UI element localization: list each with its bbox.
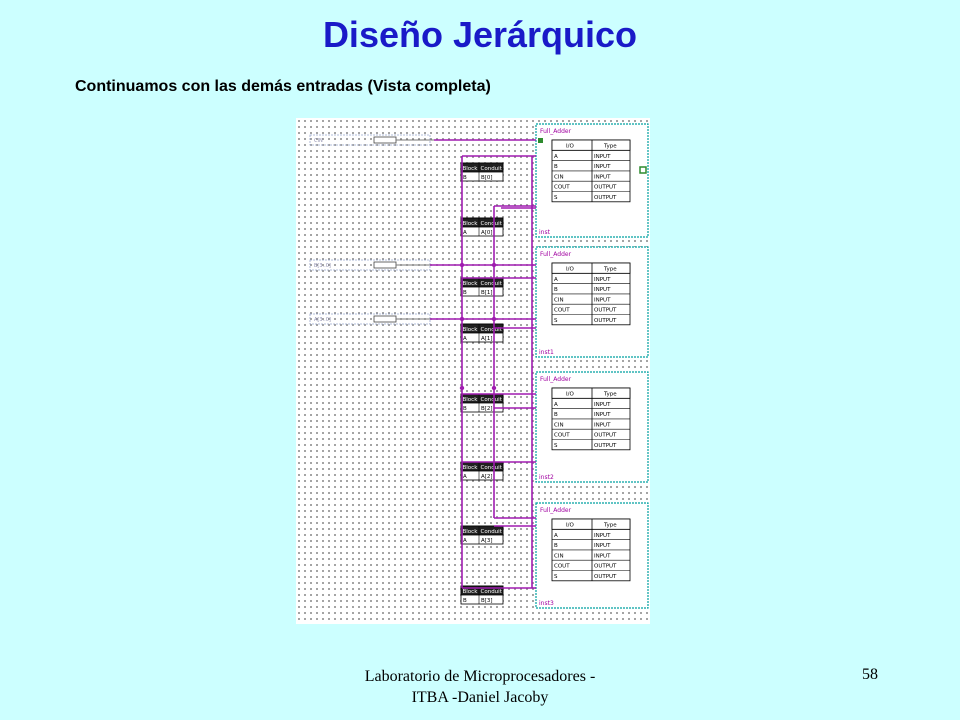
conduit-cell-block: B [463, 290, 467, 296]
io-cell-name: CIN [554, 297, 564, 304]
conduit-cell-conduit: B[3] [481, 598, 493, 604]
block-name: Full_Adder [540, 251, 572, 258]
io-cell-name: COUT [554, 184, 570, 191]
conduit-header-block: Block [462, 221, 478, 227]
conduit-header-block: Block [462, 166, 478, 172]
conduit-cell-conduit: A[3] [481, 538, 493, 544]
instance-name: inst2 [539, 474, 554, 481]
io-cell-type: OUTPUT [594, 574, 617, 580]
io-table-header [552, 140, 630, 150]
io-cell-name: S [554, 318, 558, 324]
wire-junction [492, 317, 496, 321]
io-header-io: I/O [566, 391, 574, 398]
pin-body [374, 316, 396, 322]
conduit-table [461, 324, 503, 342]
io-cell-name: CIN [554, 174, 564, 181]
io-header-io: I/O [566, 266, 574, 273]
conduit-header-conduit: Conduit [480, 281, 502, 287]
instance-name: inst [539, 229, 550, 236]
io-cell-name: B [554, 412, 558, 419]
conduit-cell-block: A [463, 230, 467, 236]
input-port-marker [538, 138, 543, 143]
io-cell-name: A [554, 276, 558, 283]
instance-name: inst3 [539, 600, 554, 607]
io-header-io: I/O [566, 522, 574, 529]
conduit-table [461, 163, 503, 181]
io-cell-type: INPUT [594, 287, 611, 294]
conduit-cell-conduit: A[0] [481, 230, 493, 236]
conduit-header-block: Block [462, 529, 478, 535]
instance-name: inst1 [539, 349, 554, 356]
io-table-header [552, 263, 630, 273]
wire-junction [460, 317, 464, 321]
io-cell-type: INPUT [594, 401, 611, 408]
io-cell-name: A [554, 153, 558, 160]
output-pin-marker [640, 167, 646, 173]
block-name: Full_Adder [540, 128, 572, 135]
io-cell-name: S [554, 443, 558, 449]
page-number: 58 [862, 666, 878, 683]
io-cell-name: A [554, 532, 558, 539]
conduit-table [461, 394, 503, 412]
slide-title: Diseño Jerárquico [322, 14, 638, 55]
full-adder-block [536, 503, 648, 608]
conduit-table [461, 218, 503, 236]
pin-label: A[3..0] [314, 317, 331, 323]
wire-junction [492, 263, 496, 267]
conduit-cell-conduit: B[2] [481, 406, 493, 412]
wire-junction [492, 386, 496, 390]
conduit-cell-block: B [463, 175, 467, 181]
io-cell-name: B [554, 543, 558, 550]
pin-label: CIN [314, 138, 323, 144]
io-cell-type: INPUT [594, 412, 611, 419]
io-cell-name: CIN [554, 553, 564, 560]
conduit-header-block: Block [462, 397, 478, 403]
full-adder-block [536, 124, 648, 237]
io-header-io: I/O [566, 143, 574, 150]
wire-junction [460, 263, 464, 267]
conduit-cell-block: B [463, 598, 467, 604]
input-pin [310, 314, 434, 324]
conduit-header-block: Block [462, 465, 478, 471]
input-pin [310, 135, 434, 145]
io-cell-type: OUTPUT [594, 432, 617, 439]
slide-subtitle: Continuamos con las demás entradas (Vista completa) [75, 78, 491, 95]
io-cell-name: S [554, 195, 558, 201]
schematic-view [296, 118, 650, 624]
io-table-header [552, 519, 630, 529]
io-cell-type: INPUT [594, 276, 611, 283]
io-cell-name: B [554, 164, 558, 171]
conduit-cell-block: A [463, 474, 467, 480]
io-cell-type: OUTPUT [594, 307, 617, 314]
io-cell-type: OUTPUT [594, 195, 617, 201]
io-cell-type: INPUT [594, 543, 611, 550]
conduit-cell-block: A [463, 538, 467, 544]
conduit-header-conduit: Conduit [480, 397, 502, 403]
conduit-header-block: Block [462, 589, 478, 595]
io-cell-type: INPUT [594, 553, 611, 560]
conduit-cell-conduit: B[1] [481, 290, 493, 296]
conduit-header-conduit: Conduit [480, 327, 502, 333]
io-cell-type: OUTPUT [594, 184, 617, 191]
conduit-header-block: Block [462, 281, 478, 287]
io-cell-type: INPUT [594, 153, 611, 160]
io-header-type: Type [604, 391, 617, 398]
io-cell-type: INPUT [594, 174, 611, 181]
pin-body [374, 262, 396, 268]
input-pin [310, 260, 434, 270]
io-cell-type: INPUT [594, 532, 611, 539]
io-cell-name: B [554, 287, 558, 294]
io-table-header [552, 388, 630, 398]
pin-body [374, 137, 396, 143]
conduit-cell-block: B [463, 406, 467, 412]
io-cell-type: INPUT [594, 297, 611, 304]
io-cell-name: COUT [554, 432, 570, 439]
conduit-cell-conduit: A[2] [481, 474, 493, 480]
conduit-header-conduit: Conduit [480, 465, 502, 471]
io-cell-name: CIN [554, 422, 564, 429]
pin-label: B[3..0] [314, 263, 331, 269]
conduit-cell-conduit: A[1] [481, 336, 493, 342]
conduit-table [461, 278, 503, 296]
io-cell-name: A [554, 401, 558, 408]
schematic-diagram [296, 118, 650, 624]
conduit-table [461, 462, 503, 480]
io-cell-type: OUTPUT [594, 318, 617, 324]
conduit-header-conduit: Conduit [480, 529, 502, 535]
io-cell-type: INPUT [594, 164, 611, 171]
io-cell-type: OUTPUT [594, 443, 617, 449]
conduit-header-block: Block [462, 327, 478, 333]
footer-line-2: ITBA -Daniel Jacoby [411, 689, 549, 706]
block-name: Full_Adder [540, 376, 572, 383]
io-header-type: Type [604, 522, 617, 529]
conduit-cell-conduit: B[0] [481, 175, 493, 181]
conduit-header-conduit: Conduit [480, 221, 502, 227]
wire-junction [460, 386, 464, 390]
footer [330, 666, 630, 708]
io-cell-type: OUTPUT [594, 563, 617, 570]
io-cell-name: S [554, 574, 558, 580]
conduit-header-conduit: Conduit [480, 589, 502, 595]
footer-line-1: Laboratorio de Microprocesadores - [364, 668, 596, 685]
io-cell-name: COUT [554, 307, 570, 314]
conduit-table [461, 526, 503, 544]
full-adder-block [536, 372, 648, 482]
io-cell-name: COUT [554, 563, 570, 570]
conduit-cell-block: A [463, 336, 467, 342]
io-header-type: Type [604, 143, 617, 150]
io-cell-type: INPUT [594, 422, 611, 429]
io-header-type: Type [604, 266, 617, 273]
block-name: Full_Adder [540, 507, 572, 514]
full-adder-block [536, 247, 648, 357]
conduit-header-conduit: Conduit [480, 166, 502, 172]
